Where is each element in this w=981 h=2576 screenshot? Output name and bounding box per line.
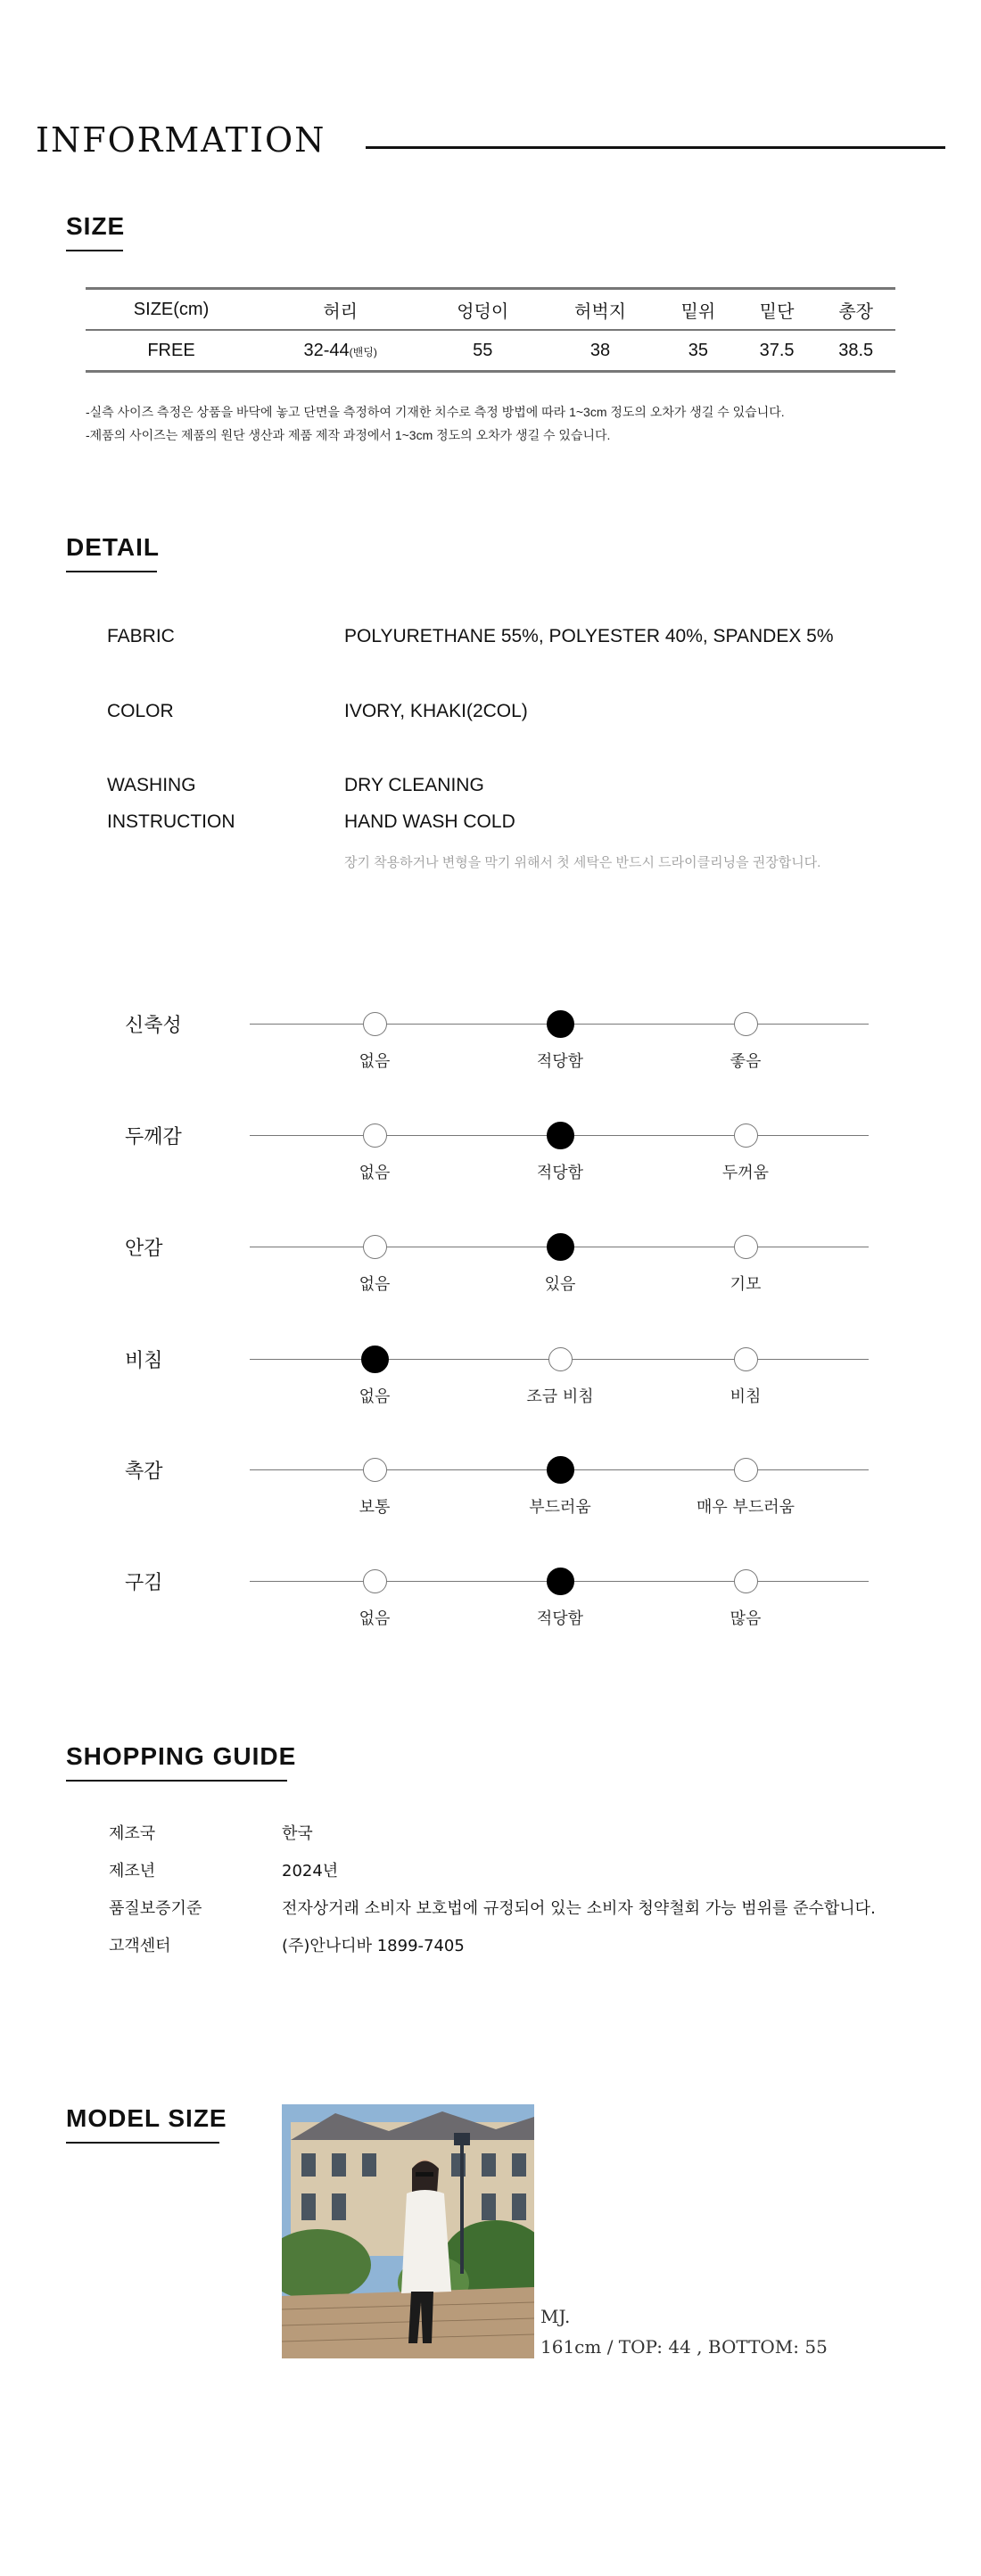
guide-value-country: 한국 [282, 1824, 313, 1843]
guide-value-year: 2024년 [282, 1862, 339, 1881]
size-col-header: 밑단 [759, 301, 795, 322]
size-col-header: 허리 [323, 301, 358, 322]
scale-option-label: 기모 [730, 1275, 762, 1294]
size-col-header: SIZE(cm) [133, 299, 210, 319]
length-cell: 38.5 [838, 340, 874, 360]
model-photo [282, 2104, 534, 2358]
scale-option-label: 없음 [359, 1275, 391, 1294]
scale-dot-selected [547, 1122, 574, 1149]
scale-option-label: 없음 [359, 1609, 391, 1628]
model-size-underline [66, 2142, 219, 2144]
size-note: -실측 사이즈 측정은 상품을 바닥에 놓고 단면을 측정하여 기재한 치수로 측정 방법에 따라 1~3cm 정도의 오차가 생길 수 있습니다. [86, 405, 785, 419]
scale-option-label: 많음 [730, 1609, 762, 1628]
washing-label: WASHING [107, 775, 196, 795]
scale-option-label: 부드러움 [529, 1498, 591, 1517]
scale-dot [548, 1347, 573, 1371]
scale-option-label: 두꺼움 [721, 1164, 770, 1182]
size-table-header-row [86, 289, 895, 331]
guide-label-support: 고객센터 [109, 1937, 171, 1955]
scale-dot [734, 1235, 758, 1259]
scale-dot [363, 1012, 387, 1036]
fabric-value: POLYURETHANE 55%, POLYESTER 40%, SPANDEX 5% [344, 626, 834, 646]
scale-label: 두께감 [125, 1126, 182, 1148]
washing-value-line2: HAND WASH COLD [344, 811, 515, 832]
scale-option-label: 적당함 [536, 1609, 584, 1628]
size-heading-underline [66, 250, 123, 251]
waist-note: (밴딩) [349, 345, 377, 358]
scale-dot-selected [547, 1010, 574, 1038]
guide-value-warranty: 전자상거래 소비자 보호법에 규정되어 있는 소비자 청약철회 가능 범위를 준수합니다. [282, 1899, 876, 1918]
scale-dot [734, 1569, 758, 1593]
table-row [86, 330, 895, 372]
model-photo-illustration [282, 2104, 534, 2358]
scale-option-label: 없음 [359, 1387, 391, 1406]
color-value: IVORY, KHAKI(2COL) [344, 701, 528, 721]
scale-label: 비침 [125, 1350, 163, 1372]
size-heading: SIZE [66, 212, 126, 240]
scale-label: 안감 [125, 1238, 163, 1260]
waist-value: 32-44 [303, 340, 350, 360]
scale-dot-selected [361, 1346, 389, 1373]
washing-label-line2: INSTRUCTION [107, 811, 235, 832]
scale-label: 신축성 [125, 1015, 182, 1037]
scale-option-label: 적당함 [536, 1164, 584, 1182]
scale-option-label: 적당함 [536, 1052, 584, 1071]
size-note: -제품의 사이즈는 제품의 원단 생산과 제품 제작 과정에서 1~3cm 정도의 오차가 생길 수 있습니다. [86, 428, 611, 442]
scale-option-label: 좋음 [730, 1052, 762, 1071]
size-col-header: 허벅지 [574, 301, 627, 322]
shopping-guide-underline [66, 1780, 287, 1782]
fabric-label: FABRIC [107, 626, 175, 646]
waist-cell [257, 330, 424, 372]
model-size-heading: MODEL SIZE [66, 2104, 227, 2132]
rise-cell: 35 [688, 340, 709, 360]
hem-cell: 37.5 [759, 340, 795, 360]
scale-dot-selected [547, 1456, 574, 1484]
size-col-header: 밑위 [680, 301, 716, 322]
scale-dot [363, 1235, 387, 1259]
size-cell: FREE [147, 340, 195, 360]
scale-label: 구김 [125, 1572, 163, 1594]
scale-dot [734, 1123, 758, 1148]
guide-value-support: (주)안나디바 1899-7405 [282, 1937, 465, 1955]
detail-heading-underline [66, 571, 157, 572]
information-title: INFORMATION [36, 120, 326, 160]
size-col-header: 엉덩이 [457, 301, 509, 322]
scale-dot-selected [547, 1568, 574, 1595]
guide-label-warranty: 품질보증기준 [109, 1899, 202, 1918]
scale-dot [363, 1569, 387, 1593]
hip-cell: 55 [473, 340, 493, 360]
scale-option-label: 비침 [730, 1387, 762, 1406]
washing-value: DRY CLEANING [344, 775, 484, 795]
scale-dot [363, 1123, 387, 1148]
scale-dot [734, 1347, 758, 1371]
size-table [86, 287, 895, 373]
model-name: MJ. [540, 2306, 571, 2327]
scale-option-label: 없음 [359, 1164, 391, 1182]
scale-option-label: 조금 비침 [526, 1387, 594, 1406]
shopping-guide-heading: SHOPPING GUIDE [66, 1742, 297, 1770]
scale-label: 촉감 [125, 1461, 163, 1483]
scale-option-label: 매우 부드러움 [696, 1498, 796, 1517]
scale-option-label: 있음 [544, 1275, 576, 1294]
scale-dot [734, 1012, 758, 1036]
size-col-header: 총장 [838, 301, 873, 322]
scale-option-label: 없음 [359, 1052, 391, 1071]
detail-heading: DETAIL [66, 533, 161, 561]
scale-dot [734, 1458, 758, 1482]
color-label: COLOR [107, 701, 174, 721]
scale-option-label: 보통 [359, 1498, 391, 1517]
information-divider [366, 146, 945, 149]
model-measurements: 161cm / TOP: 44 , BOTTOM: 55 [540, 2336, 828, 2358]
guide-label-country: 제조국 [109, 1824, 156, 1843]
scale-dot [363, 1458, 387, 1482]
washing-hint: 장기 착용하거나 변형을 막기 위해서 첫 세탁은 반드시 드라이클리닝을 권장합니다. [344, 855, 821, 870]
scale-dot-selected [547, 1233, 574, 1261]
guide-label-year: 제조년 [109, 1862, 156, 1881]
thigh-cell: 38 [589, 340, 611, 360]
